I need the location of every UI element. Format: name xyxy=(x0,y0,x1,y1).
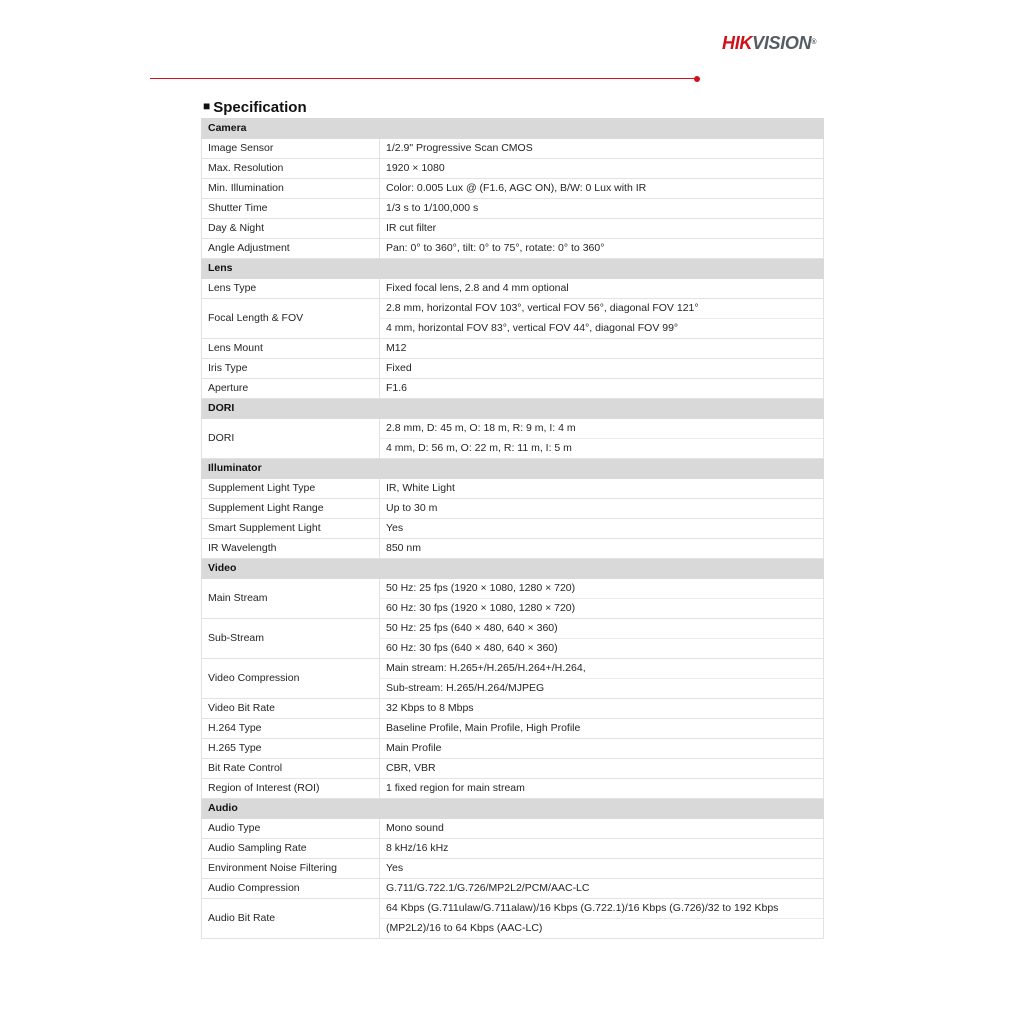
section-header-row xyxy=(202,559,824,579)
table-row xyxy=(202,619,824,659)
spec-label: Audio Bit Rate xyxy=(202,899,380,939)
page-title-text: Specification xyxy=(213,99,307,116)
logo-text-vision: VISION xyxy=(752,33,812,53)
table-row xyxy=(202,759,824,779)
table-row xyxy=(202,859,824,879)
spec-value xyxy=(380,859,824,879)
spec-value-line: Sub-stream: H.265/H.264/MJPEG xyxy=(380,678,823,698)
spec-value xyxy=(380,299,824,339)
spec-value-line: 4 mm, horizontal FOV 83°, vertical FOV 44°, diagonal FOV 99° xyxy=(380,318,823,338)
table-row xyxy=(202,199,824,219)
spec-value xyxy=(380,819,824,839)
spec-value xyxy=(380,719,824,739)
spec-label: H.264 Type xyxy=(202,719,380,739)
table-row xyxy=(202,419,824,459)
spec-value-line: IR, White Light xyxy=(386,482,455,494)
table-row xyxy=(202,779,824,799)
section-header: Lens xyxy=(202,259,824,279)
spec-value-line: Mono sound xyxy=(386,822,444,834)
spec-label: Image Sensor xyxy=(202,139,380,159)
spec-value xyxy=(380,339,824,359)
table-row xyxy=(202,539,824,559)
spec-value-line: Fixed xyxy=(386,362,412,374)
spec-label: Region of Interest (ROI) xyxy=(202,779,380,799)
spec-value xyxy=(380,759,824,779)
spec-value xyxy=(380,879,824,899)
spec-value-line: 1 fixed region for main stream xyxy=(386,782,525,794)
spec-value-line: 50 Hz: 25 fps (1920 × 1080, 1280 × 720) xyxy=(386,582,576,594)
spec-label: Lens Mount xyxy=(202,339,380,359)
table-row xyxy=(202,579,824,619)
spec-label: Audio Sampling Rate xyxy=(202,839,380,859)
table-row xyxy=(202,719,824,739)
spec-value-line: 8 kHz/16 kHz xyxy=(386,842,449,854)
table-row xyxy=(202,159,824,179)
spec-value-line: 2.8 mm, horizontal FOV 103°, vertical FOV 56°, diagonal FOV 121° xyxy=(386,302,699,314)
spec-label: Iris Type xyxy=(202,359,380,379)
spec-label: Shutter Time xyxy=(202,199,380,219)
table-row xyxy=(202,519,824,539)
table-row xyxy=(202,219,824,239)
spec-value-line: Up to 30 m xyxy=(386,502,438,514)
table-row xyxy=(202,499,824,519)
spec-value xyxy=(380,739,824,759)
table-row xyxy=(202,699,824,719)
section-header: Video xyxy=(202,559,824,579)
header-divider-line xyxy=(150,78,694,79)
spec-value xyxy=(380,619,824,659)
spec-label: Video Compression xyxy=(202,659,380,699)
spec-label: Smart Supplement Light xyxy=(202,519,380,539)
table-row xyxy=(202,739,824,759)
spec-value xyxy=(380,419,824,459)
table-row xyxy=(202,359,824,379)
spec-value-line: IR cut filter xyxy=(386,222,437,234)
spec-value-line: Fixed focal lens, 2.8 and 4 mm optional xyxy=(386,282,569,294)
spec-label: Audio Type xyxy=(202,819,380,839)
spec-value-line: (MP2L2)/16 to 64 Kbps (AAC-LC) xyxy=(380,918,823,938)
spec-value-line: 850 nm xyxy=(386,542,422,554)
spec-value xyxy=(380,219,824,239)
spec-label: IR Wavelength xyxy=(202,539,380,559)
section-header-row xyxy=(202,259,824,279)
section-header: Illuminator xyxy=(202,459,824,479)
spec-value xyxy=(380,139,824,159)
table-row xyxy=(202,819,824,839)
spec-value xyxy=(380,899,824,939)
spec-value-line: Main Profile xyxy=(386,742,442,754)
spec-label: Sub-Stream xyxy=(202,619,380,659)
table-row xyxy=(202,479,824,499)
spec-value xyxy=(380,379,824,399)
table-row xyxy=(202,379,824,399)
spec-label: Audio Compression xyxy=(202,879,380,899)
spec-value xyxy=(380,239,824,259)
spec-label: Day & Night xyxy=(202,219,380,239)
spec-value xyxy=(380,579,824,619)
table-row xyxy=(202,899,824,939)
spec-value-line: Pan: 0° to 360°, tilt: 0° to 75°, rotate: 0° to 360° xyxy=(386,242,605,254)
spec-value-line: Yes xyxy=(386,862,404,874)
section-header: Audio xyxy=(202,799,824,819)
table-row xyxy=(202,659,824,699)
spec-value-line: 1/2.9" Progressive Scan CMOS xyxy=(386,142,533,154)
spec-value-line: 2.8 mm, D: 45 m, O: 18 m, R: 9 m, I: 4 m xyxy=(386,422,576,434)
spec-value-line: F1.6 xyxy=(386,382,408,394)
spec-value xyxy=(380,179,824,199)
section-header: DORI xyxy=(202,399,824,419)
table-row xyxy=(202,839,824,859)
spec-value xyxy=(380,199,824,219)
spec-label: H.265 Type xyxy=(202,739,380,759)
spec-value-line: 32 Kbps to 8 Mbps xyxy=(386,702,474,714)
spec-value-line: Color: 0.005 Lux @ (F1.6, AGC ON), B/W: 0 Lux with IR xyxy=(386,182,647,194)
spec-label: Video Bit Rate xyxy=(202,699,380,719)
spec-value xyxy=(380,479,824,499)
spec-value-line: 1/3 s to 1/100,000 s xyxy=(386,202,479,214)
section-header-row xyxy=(202,119,824,139)
table-row xyxy=(202,139,824,159)
table-row xyxy=(202,879,824,899)
section-header-row xyxy=(202,799,824,819)
spec-value-line: 60 Hz: 30 fps (640 × 480, 640 × 360) xyxy=(380,638,823,658)
spec-value-line: G.711/G.722.1/G.726/MP2L2/PCM/AAC-LC xyxy=(386,882,590,894)
spec-label: Lens Type xyxy=(202,279,380,299)
spec-label: Main Stream xyxy=(202,579,380,619)
table-row xyxy=(202,239,824,259)
spec-label: Supplement Light Range xyxy=(202,499,380,519)
spec-value xyxy=(380,499,824,519)
spec-value-line: Yes xyxy=(386,522,404,534)
spec-value xyxy=(380,519,824,539)
spec-value-line: 50 Hz: 25 fps (640 × 480, 640 × 360) xyxy=(386,622,558,634)
table-row xyxy=(202,339,824,359)
spec-value-line: 64 Kbps (G.711ulaw/G.711alaw)/16 Kbps (G.722.1)/16 Kbps (G.726)/32 to 192 Kbps xyxy=(386,902,779,914)
spec-value-line: 60 Hz: 30 fps (1920 × 1080, 1280 × 720) xyxy=(380,598,823,618)
header-divider-dot xyxy=(694,76,700,82)
specification-table xyxy=(201,118,824,939)
table-row xyxy=(202,179,824,199)
spec-label: Focal Length & FOV xyxy=(202,299,380,339)
spec-value xyxy=(380,159,824,179)
spec-value xyxy=(380,359,824,379)
spec-value xyxy=(380,839,824,859)
spec-value xyxy=(380,279,824,299)
spec-label: Min. Illumination xyxy=(202,179,380,199)
section-header: Camera xyxy=(202,119,824,139)
spec-label: Max. Resolution xyxy=(202,159,380,179)
spec-value xyxy=(380,539,824,559)
spec-value xyxy=(380,699,824,719)
spec-value-line: 1920 × 1080 xyxy=(386,162,445,174)
spec-label: Angle Adjustment xyxy=(202,239,380,259)
section-header-row xyxy=(202,399,824,419)
spec-value-line: 4 mm, D: 56 m, O: 22 m, R: 11 m, I: 5 m xyxy=(380,438,823,458)
section-header-row xyxy=(202,459,824,479)
logo-text-hik: HIK xyxy=(722,33,753,53)
spec-label: Aperture xyxy=(202,379,380,399)
logo-registered-mark: ® xyxy=(811,39,817,46)
spec-value-line: CBR, VBR xyxy=(386,762,436,774)
table-row xyxy=(202,299,824,339)
hikvision-logo xyxy=(722,33,816,53)
page-title xyxy=(203,99,307,117)
spec-label: DORI xyxy=(202,419,380,459)
spec-label: Environment Noise Filtering xyxy=(202,859,380,879)
spec-label: Bit Rate Control xyxy=(202,759,380,779)
table-row xyxy=(202,279,824,299)
spec-value xyxy=(380,659,824,699)
spec-label: Supplement Light Type xyxy=(202,479,380,499)
bullet-icon: ■ xyxy=(203,99,211,113)
spec-value xyxy=(380,779,824,799)
spec-value-line: M12 xyxy=(386,342,407,354)
spec-value-line: Baseline Profile, Main Profile, High Profile xyxy=(386,722,581,734)
spec-value-line: Main stream: H.265+/H.265/H.264+/H.264, xyxy=(386,662,586,674)
